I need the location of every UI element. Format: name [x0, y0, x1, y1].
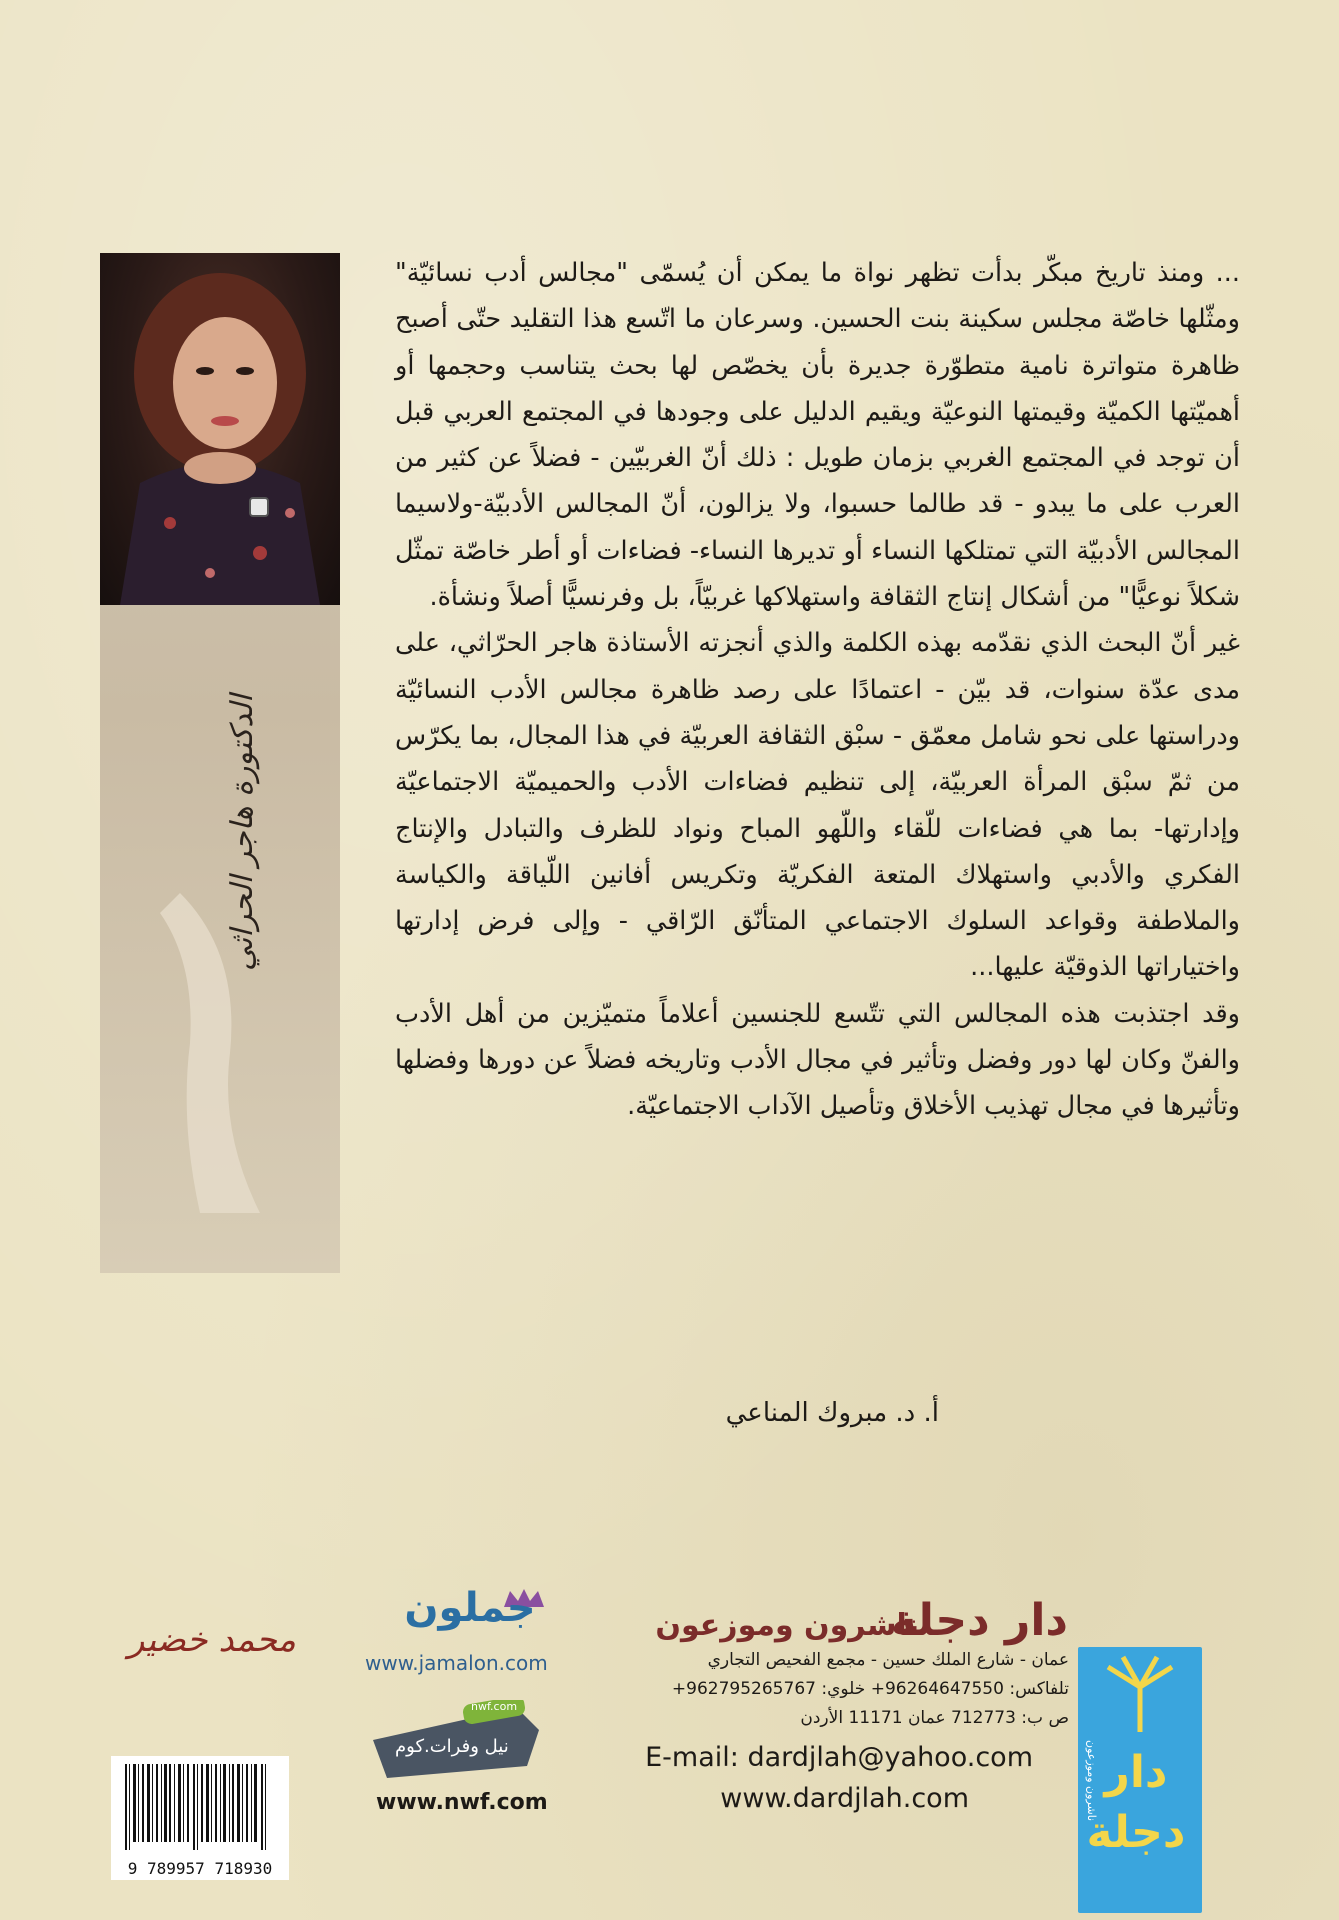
author-photo [100, 253, 340, 605]
nwf-badge [367, 1700, 545, 1782]
nwf-badge-small: nwf.com [471, 1700, 518, 1713]
publisher-website: www.dardjlah.com [720, 1783, 969, 1814]
publisher-name: دار دجلة [890, 1595, 1068, 1646]
publisher-email: E-mail: dardjlah@yahoo.com [645, 1742, 1033, 1773]
publisher-address: عمان - شارع الملك حسين - مجمع الفحيص التجاري [707, 1650, 1069, 1670]
author-panel [100, 253, 340, 1273]
publisher-logo-text: دار دجلة [1086, 1747, 1186, 1858]
barcode-bars [111, 1756, 289, 1856]
paragraph-2: غير أنّ البحث الذي نقدّمه بهذه الكلمة والذي أنجزته الأستاذة هاجر الحرّاثي، على مدى عدّة سنوات، قد بيّن - اعتمادًا على رصد ظاهرة مجالس الأدب النسائيّة ودراستها على نحو شامل معمّق - سبْق الثقافة العربيّة في هذا المجال، بما يكرّس من ثمّ سبْق المرأة العربيّة، إلى تنظيم فضاءات الأدب والحميميّة الاجتماعيّة وإدارتها- بما هي فضاءات للّقاء واللّهو المباح ونواد للظرف والتبادل والإنتاج الفكري والأدبي واستهلاك المتعة الفكريّة وتكريس أفانين اللّياقة والكياسة والملاطفة وقواعد السلوك الاجتماعي المتأنّق الرّاقي - وإلى فرض إدارتها واختياراتها الذوقيّة عليها... [395, 628, 1240, 983]
nwf-url: www.nwf.com [376, 1790, 548, 1815]
publisher-tagline: ناشرون وموزعون [655, 1608, 919, 1643]
publisher-logo [1078, 1647, 1202, 1913]
publisher-logo-tag: ناشرون وموزعون [1085, 1740, 1098, 1822]
nwf-badge-text: نيل وفرات.كوم [395, 1736, 509, 1757]
back-cover-text [395, 250, 1240, 1130]
paragraph-3: وقد اجتذبت هذه المجالس التي تتّسع للجنسين أعلاماً متميّزين من أهل الأدب والفنّ وكان لها دور وفضل وتأثير في مجال الأدب وتاريخه فضلاً عن دورها وفضلها وتأثيرها في مجال تهذيب الأخلاق وتأصيل الآداب الاجتماعيّة. [395, 998, 1240, 1122]
designer-signature: محمد خضير [128, 1620, 296, 1660]
jamalon-logo: جملون [404, 1585, 536, 1631]
isbn-number: 9 789957 718930 [127, 1859, 273, 1878]
paragraph-1: ... ومنذ تاريخ مبكّر بدأت تظهر نواة ما يمكن أن يُسمّى "مجالس أدب نسائيّة" ومثّلها خاصّة مجلس سكينة بنت الحسين. وسرعان ما اتّسع هذا التقليد حتّى أصبح ظاهرة متواترة نامية متطوّرة جديرة بأن يخصّص لها بحث يتناسب وحجمها أو أهميّتها الكميّة وقيمتها النوعيّة ويقيم الدليل على وجودها في المجتمع العربي قبل أن توجد في المجتمع الغربي بزمان طويل : ذلك أنّ الغربيّين - فضلاً عن كثير من العرب على ما يبدو - قد طالما حسبوا، ولا يزالون، أنّ المجالس الأدبيّة-ولاسيما المجالس الأدبيّة التي تمتلكها النساء أو تديرها النساء- فضاءات أو أطر خاصّة تمثّل شكلاً نوعيًّا" من أشكال إنتاج الثقافة واستهلاكها غربيّاً، بل وفرنسيًّا أصلاً ونشأة. [395, 258, 1240, 613]
author-name-vertical: الدكتورة هاجر الحراثي [225, 694, 260, 972]
jamalon-url: www.jamalon.com [365, 1651, 548, 1675]
isbn-barcode [111, 1756, 289, 1880]
signature: أ. د. مبروك المناعي [725, 1398, 939, 1428]
publisher-pobox: ص ب: 712773 عمان 11171 الأردن [800, 1708, 1069, 1728]
publisher-phones: تلفاكس: 96264647550+ خلوي: 962795265767+ [671, 1679, 1069, 1699]
